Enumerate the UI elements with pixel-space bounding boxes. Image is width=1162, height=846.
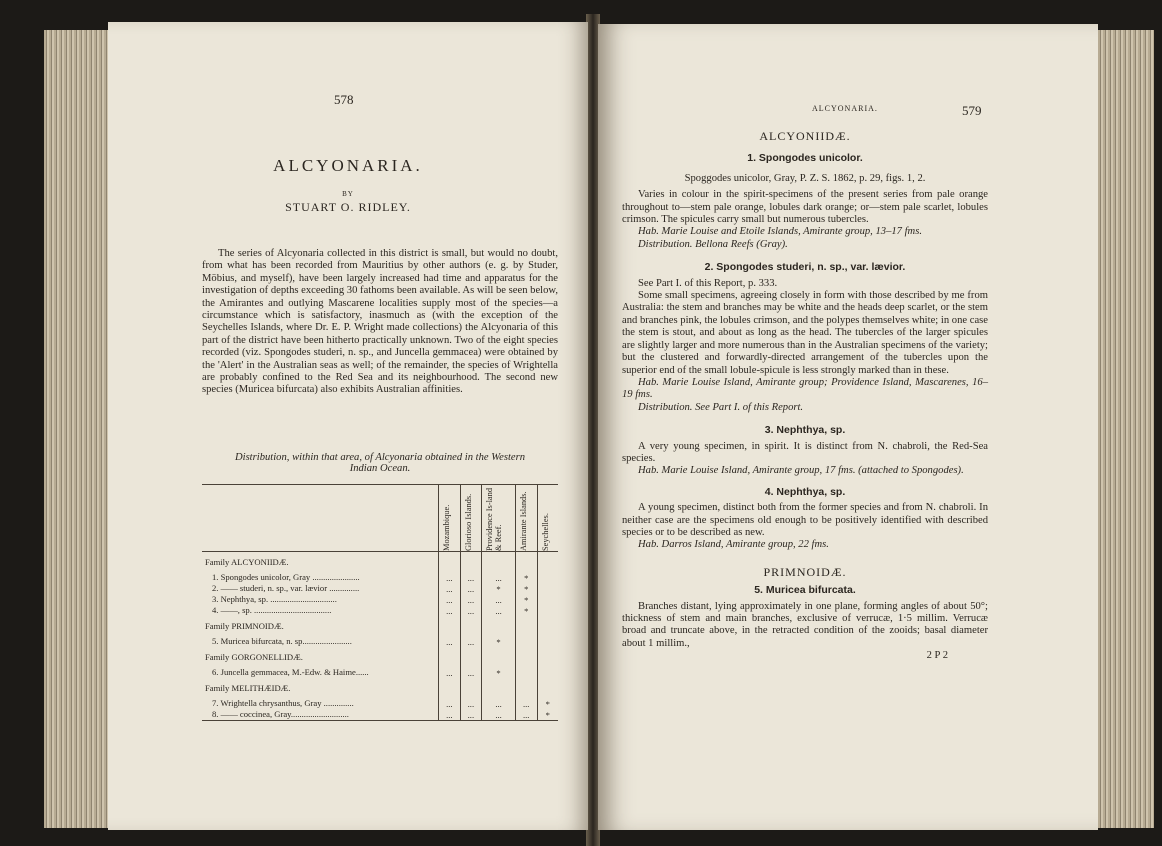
- table-cell: ...: [439, 636, 461, 647]
- species-2-habitat: Hab. Marie Louise Island, Amirante group; Providence Island, Mascarenes, 16–19 fms.: [622, 376, 988, 401]
- family-label: Family ALCYONIIDÆ.: [205, 557, 289, 567]
- table-cell: *: [482, 667, 516, 678]
- table-cell: *: [515, 594, 537, 605]
- distribution-caption: Distribution, within that area, of Alcyonaria obtained in the Western Indian Ocean.: [234, 452, 526, 474]
- column-label: Mozambique.: [442, 504, 451, 551]
- species-label: 5. Muricea bifurcata, n. sp.......................: [212, 636, 352, 646]
- left-page: [108, 22, 588, 830]
- right-page: [598, 24, 1098, 830]
- species-label: 6. Juncella gemmacea, M.-Edw. & Haime......: [212, 667, 369, 677]
- table-column-header: [537, 485, 558, 552]
- table-family-row: [202, 678, 558, 698]
- table-row: [202, 572, 558, 583]
- table-cell: [515, 636, 537, 647]
- table-cell: [515, 552, 537, 573]
- column-label: Providence Is-land & Reef.: [485, 487, 504, 551]
- species-2-see: See Part I. of this Report, p. 333.: [638, 277, 778, 289]
- table-cell: ...: [515, 698, 537, 709]
- table-corner-cell: [202, 485, 439, 552]
- column-label: Amirante Islands.: [518, 491, 528, 551]
- table-cell: ...: [439, 594, 461, 605]
- table-family-row: [202, 552, 558, 573]
- table-cell: [460, 647, 482, 667]
- table-cell: [515, 647, 537, 667]
- species-label: 8. —— coccinea, Gray...........................: [212, 709, 349, 719]
- table-cell: ...: [460, 709, 482, 720]
- table-cell: ...: [439, 605, 461, 616]
- table-cell: [537, 616, 558, 636]
- table-cell: [537, 605, 558, 616]
- species-heading-2: 2. Spongodes studeri, n. sp., var. lævior.: [704, 261, 906, 274]
- right-page-body: [622, 130, 988, 663]
- table-cell: [439, 552, 461, 573]
- table-row: [202, 709, 558, 720]
- table-cell: *: [537, 698, 558, 709]
- table-cell: [537, 572, 558, 583]
- table-cell: *: [537, 709, 558, 720]
- table-cell: [460, 616, 482, 636]
- table-cell: [482, 647, 516, 667]
- family-label: Family GORGONELLIDÆ.: [205, 652, 303, 662]
- species-label: 7. Wrightella chrysanthus, Gray ..............: [212, 698, 354, 708]
- left-page-number: 578: [334, 92, 354, 107]
- table-column-header: [482, 485, 516, 552]
- table-cell: ...: [460, 572, 482, 583]
- table-row: [202, 605, 558, 616]
- table-cell: *: [482, 583, 516, 594]
- by-line: BY: [342, 190, 354, 198]
- distribution-table: [202, 484, 558, 721]
- species-1-description: Varies in colour in the spirit-specimens of the present series from pale orange throughout to—stem pale orange, lobules dark orange; or—stem pale scarlet, lobules crimson. The spicules carry small but numerous tubercles.: [622, 189, 988, 226]
- table-cell: ...: [482, 594, 516, 605]
- species-4-habitat: Hab. Darros Island, Amirante group, 22 fms.: [638, 539, 829, 551]
- table-column-header: [460, 485, 482, 552]
- table-cell: [515, 616, 537, 636]
- table-cell: [439, 647, 461, 667]
- table-cell: [537, 583, 558, 594]
- family-label: Family MELITHÆIDÆ.: [205, 683, 291, 693]
- species-4-description: A young specimen, distinct both from the former species and from N. chabroli. In neither case are the specimens old enough to be positively identified with described species or to be described as new.: [622, 502, 988, 538]
- table-row: [202, 583, 558, 594]
- table-cell: ...: [439, 667, 461, 678]
- species-1-habitat: Hab. Marie Louise and Etoile Islands, Amirante group, 13–17 fms.: [638, 226, 922, 238]
- table-cell: [460, 552, 482, 573]
- table-cell: *: [515, 583, 537, 594]
- author-name: STUART O. RIDLEY.: [285, 200, 411, 214]
- table-cell: [482, 552, 516, 573]
- table-cell: ...: [460, 667, 482, 678]
- table-cell: [439, 678, 461, 698]
- table-cell: *: [482, 636, 516, 647]
- table-cell: ...: [460, 583, 482, 594]
- table-cell: ...: [460, 594, 482, 605]
- table-cell: [537, 552, 558, 573]
- species-1-reference: Spoggodes unicolor, Gray, P. Z. S. 1862, p. 29, figs. 1, 2.: [684, 172, 926, 184]
- species-heading-5: 5. Muricea bifurcata.: [754, 584, 856, 597]
- table-cell: ...: [482, 605, 516, 616]
- table-cell: ...: [515, 709, 537, 720]
- species-heading-4: 4. Nephthya, sp.: [764, 485, 846, 498]
- table-column-header: [515, 485, 537, 552]
- species-2-description: Some small specimens, agreeing closely in form with those described by me from Australia: the stem and branches may be white and the heads deep scarlet, or the stem and branches pink, the lobules crimson, and the polypes themselves white; in one case the stem is stout, and about as long as the head. The tubercles of the larger spicules are slightly larger and more numerous than in the Australian specimens of the variety; but the clustered and forwardly-directed arrangement of the tubercles upon the superior end of the small lobule-spicule is less strongly marked than in these.: [622, 290, 988, 376]
- species-label: 1. Spongodes unicolor, Gray ......................: [212, 572, 360, 582]
- right-page-edges: [1098, 30, 1154, 828]
- printer-signature: 2 P 2: [926, 650, 948, 662]
- table-cell: *: [515, 605, 537, 616]
- family-heading-alcyoniidae: ALCYONIIDÆ.: [759, 129, 851, 143]
- table-row: [202, 667, 558, 678]
- table-cell: ...: [439, 698, 461, 709]
- table-cell: ...: [460, 605, 482, 616]
- table-cell: ...: [482, 572, 516, 583]
- table-cell: [439, 616, 461, 636]
- table-cell: [537, 678, 558, 698]
- table-row: [202, 594, 558, 605]
- table-cell: [537, 594, 558, 605]
- species-label: 4. ——, sp. ....................................: [212, 605, 332, 615]
- table-cell: [482, 678, 516, 698]
- table-cell: [537, 636, 558, 647]
- table-cell: [537, 647, 558, 667]
- table-cell: ...: [460, 636, 482, 647]
- right-page-number: 579: [962, 103, 982, 118]
- table-family-row: [202, 647, 558, 667]
- species-heading-3: 3. Nephthya, sp.: [764, 424, 846, 437]
- intro-paragraph: The series of Alcyonaria collected in this district is small, but would no doubt, from what has been recorded from Mauritius by other authors (e. g. by Studer, Möbius, and myself), have been largely increased had time and apparatus for the investigation of depths exceeding 30 fathoms been available. As will be seen below, the Amirantes and outlying Mascarene localities supply most of the species—a circumstance which is satisfactory, inasmuch as (with the exception of the Seychelles Islands, where Dr. E. P. Wright made collections) the Alcyonaria of this part of the district have been hitherto practically unknown. Two of the eight species recorded (viz. Spongodes studeri, n. sp., and Juncella gemmacea) were obtained by the 'Alert' in the Australian seas as well; of the remainder, the species of Wrightella are probably confined to the Red Sea and its neighbourhood. The second new species (Muricea bifurcata) also exhibits Australian affinities.: [202, 248, 558, 396]
- table-cell: *: [515, 572, 537, 583]
- species-3-description: A very young specimen, in spirit. It is distinct from N. chabroli, the Red-Sea species.: [622, 440, 988, 464]
- table-column-header: [439, 485, 461, 552]
- table-row: [202, 698, 558, 709]
- table-cell: [515, 678, 537, 698]
- left-page-edges: [44, 30, 108, 828]
- species-1-distribution: Distribution. Bellona Reefs (Gray).: [638, 238, 788, 250]
- table-cell: [460, 678, 482, 698]
- table-cell: ...: [439, 709, 461, 720]
- species-label: 3. Nephthya, sp. ...............................: [212, 594, 337, 604]
- column-label: Glorioso Islands.: [463, 493, 473, 551]
- table-cell: [515, 667, 537, 678]
- species-3-habitat: Hab. Marie Louise Island, Amirante group, 17 fms. (attached to Spongodes).: [638, 465, 964, 477]
- column-label: Seychelles.: [540, 513, 550, 551]
- table-cell: [537, 667, 558, 678]
- table-row: [202, 636, 558, 647]
- table-cell: ...: [482, 698, 516, 709]
- species-heading-1: 1. Spongodes unicolor.: [747, 152, 863, 165]
- species-label: 2. —— studeri, n. sp., var. lævior ..............: [212, 583, 360, 593]
- table-cell: [482, 616, 516, 636]
- table-cell: ...: [439, 572, 461, 583]
- table-cell: ...: [482, 709, 516, 720]
- family-heading-primnoidae: PRIMNOIDÆ.: [763, 564, 847, 579]
- table-cell: ...: [460, 698, 482, 709]
- species-5-description: Branches distant, lying approximately in one plane, forming angles of about 50°; thickness of stem and main branches, exclusive of verrucæ, 1·5 millim. Verrucæ broad and truncate above, in the retracted condition of the zooids; basal diameter about 1 millim.,: [622, 600, 988, 649]
- table-cell: ...: [439, 583, 461, 594]
- table-family-row: [202, 616, 558, 636]
- family-label: Family PRIMNOIDÆ.: [205, 621, 284, 631]
- running-head: ALCYONARIA.: [812, 104, 878, 113]
- species-2-distribution: Distribution. See Part I. of this Report.: [638, 401, 804, 413]
- article-title: ALCYONARIA.: [273, 156, 423, 175]
